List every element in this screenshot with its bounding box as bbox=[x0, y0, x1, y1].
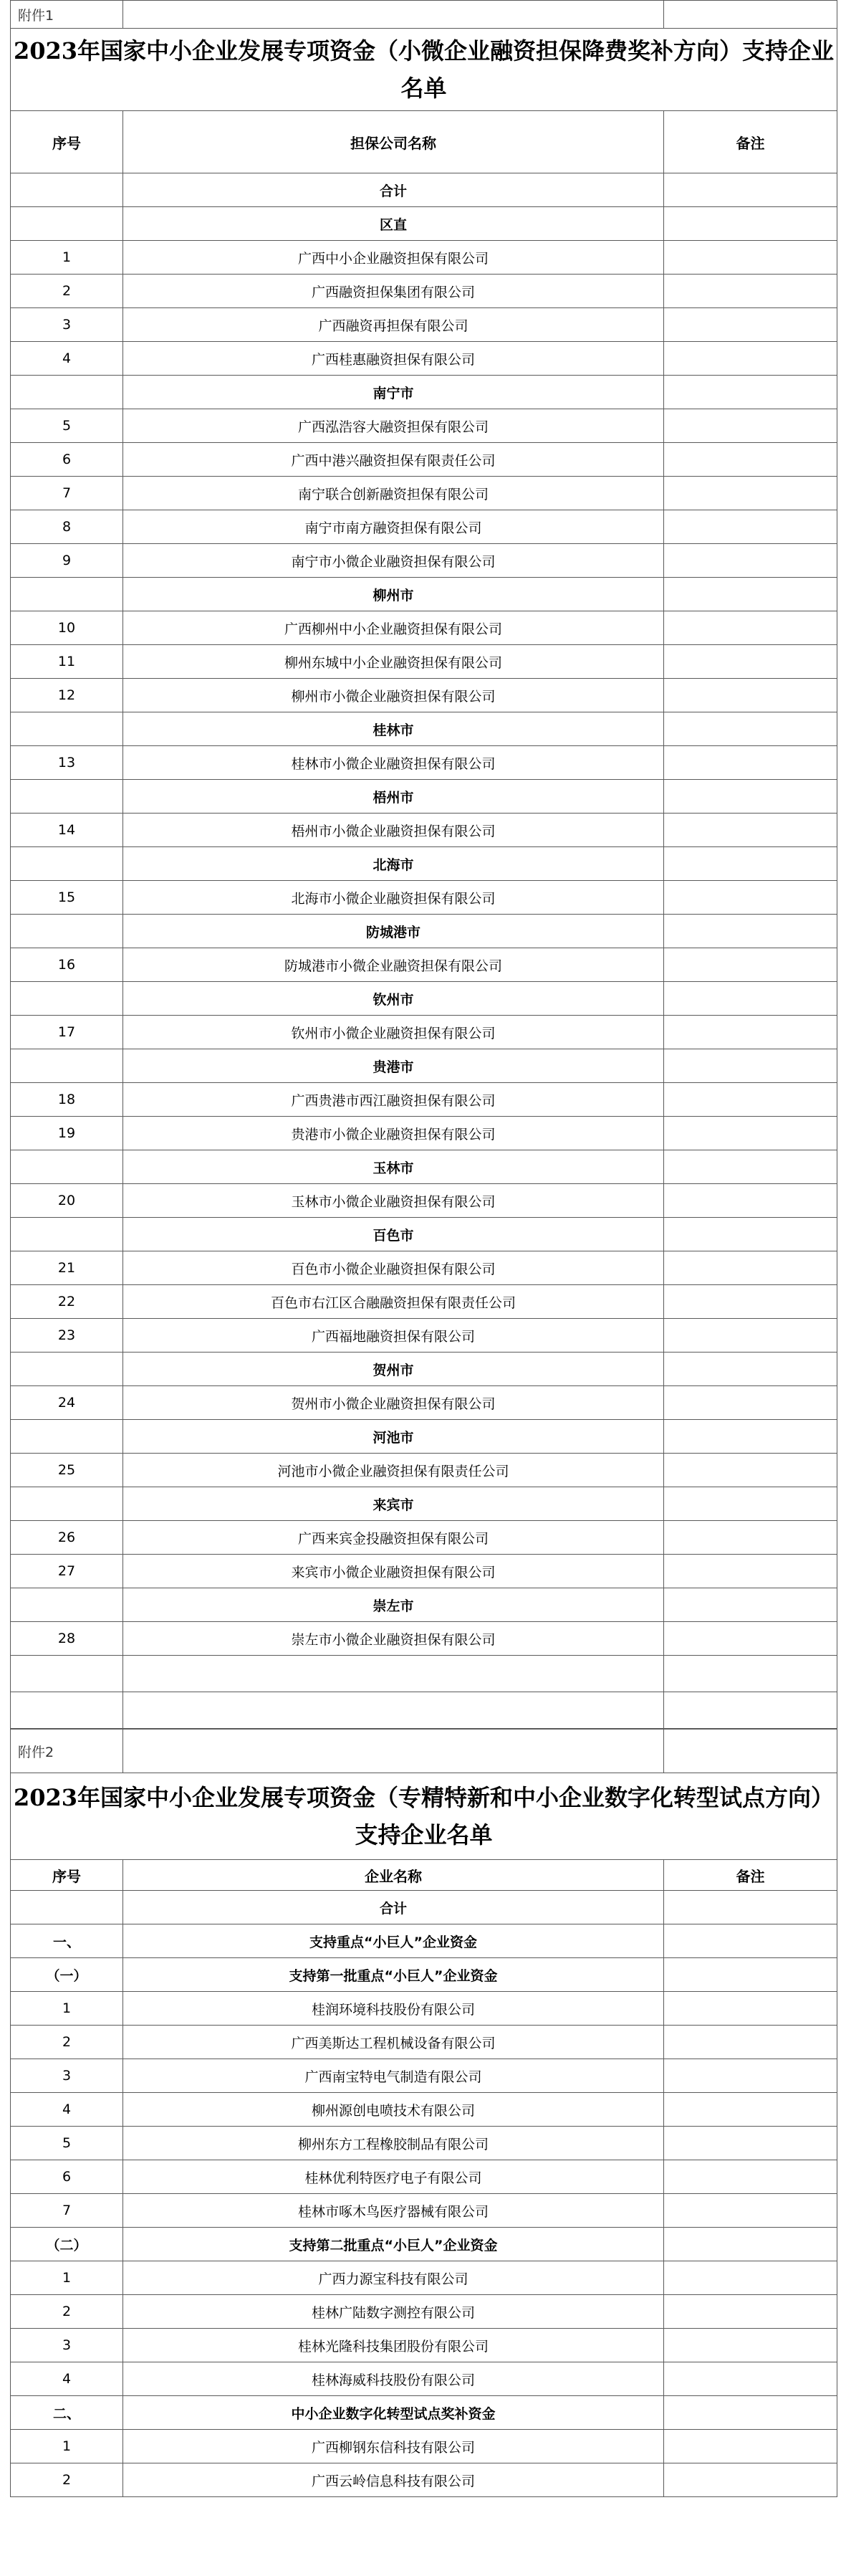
row-number: （一） bbox=[11, 1958, 123, 1992]
company-name: 南宁联合创新融资担保有限公司 bbox=[123, 477, 664, 510]
region-row bbox=[11, 780, 837, 814]
company-name: 广西柳州中小企业融资担保有限公司 bbox=[123, 611, 664, 645]
row-number: 28 bbox=[11, 1622, 123, 1656]
section-label: 支持重点“小巨人”企业资金 bbox=[123, 1924, 664, 1958]
region-label: 南宁市 bbox=[123, 376, 664, 409]
company-name: 广西中小企业融资担保有限公司 bbox=[123, 241, 664, 275]
section-label: 支持第一批重点“小巨人”企业资金 bbox=[123, 1958, 664, 1992]
header-no: 序号 bbox=[11, 1860, 123, 1891]
company-name: 防城港市小微企业融资担保有限公司 bbox=[123, 948, 664, 982]
row-remark bbox=[664, 477, 837, 510]
table-row bbox=[11, 409, 837, 443]
table-row bbox=[11, 275, 837, 308]
table-row bbox=[11, 1622, 837, 1656]
table-row bbox=[11, 2194, 837, 2228]
row-number: 24 bbox=[11, 1386, 123, 1420]
row-remark bbox=[664, 1016, 837, 1049]
company-name: 桂林优利特医疗电子有限公司 bbox=[123, 2160, 664, 2194]
region-row bbox=[11, 1588, 837, 1622]
table-row bbox=[11, 2329, 837, 2362]
company-name: 河池市小微企业融资担保有限责任公司 bbox=[123, 1454, 664, 1487]
row-number: 3 bbox=[11, 308, 123, 342]
company-name: 南宁市南方融资担保有限公司 bbox=[123, 510, 664, 544]
row-remark bbox=[664, 1555, 837, 1588]
company-name: 南宁市小微企业融资担保有限公司 bbox=[123, 544, 664, 578]
row-number: 26 bbox=[11, 1521, 123, 1555]
annex1-title-row bbox=[11, 29, 837, 111]
annex2-total-row bbox=[11, 1891, 837, 1924]
section-row bbox=[11, 2228, 837, 2261]
row-remark bbox=[664, 2093, 837, 2127]
table-row bbox=[11, 1992, 837, 2026]
annex2-label: 附件2 bbox=[11, 1730, 123, 1773]
table-row bbox=[11, 2295, 837, 2329]
company-name: 梧州市小微企业融资担保有限公司 bbox=[123, 814, 664, 847]
region-label: 桂林市 bbox=[123, 712, 664, 746]
row-number: 5 bbox=[11, 409, 123, 443]
header-remark: 备注 bbox=[664, 111, 837, 173]
company-name: 北海市小微企业融资担保有限公司 bbox=[123, 881, 664, 915]
table-row bbox=[11, 308, 837, 342]
row-remark bbox=[664, 2261, 837, 2295]
row-number: 1 bbox=[11, 241, 123, 275]
company-name: 桂林广陆数字测控有限公司 bbox=[123, 2295, 664, 2329]
company-name: 广西柳钢东信科技有限公司 bbox=[123, 2430, 664, 2463]
table-row bbox=[11, 2430, 837, 2463]
region-row bbox=[11, 982, 837, 1016]
row-number: 二、 bbox=[11, 2396, 123, 2430]
company-name: 柳州源创电喷技术有限公司 bbox=[123, 2093, 664, 2127]
table-row bbox=[11, 2160, 837, 2194]
empty-row bbox=[11, 1692, 837, 1729]
row-number: （二） bbox=[11, 2228, 123, 2261]
table-row bbox=[11, 1555, 837, 1588]
company-name: 广西融资再担保有限公司 bbox=[123, 308, 664, 342]
table-row bbox=[11, 510, 837, 544]
row-number: 11 bbox=[11, 645, 123, 679]
row-remark bbox=[664, 1386, 837, 1420]
row-remark bbox=[664, 1251, 837, 1285]
section-row bbox=[11, 2396, 837, 2430]
company-name: 广西福地融资担保有限公司 bbox=[123, 1319, 664, 1353]
row-number: 25 bbox=[11, 1454, 123, 1487]
table-row bbox=[11, 241, 837, 275]
row-remark bbox=[664, 275, 837, 308]
row-remark bbox=[664, 1285, 837, 1319]
row-number: 4 bbox=[11, 2362, 123, 2396]
row-number: 2 bbox=[11, 2463, 123, 2497]
row-remark bbox=[664, 611, 837, 645]
table-row bbox=[11, 1319, 837, 1353]
region-label: 贺州市 bbox=[123, 1353, 664, 1386]
table-row bbox=[11, 1285, 837, 1319]
table-row bbox=[11, 2463, 837, 2497]
row-number: 21 bbox=[11, 1251, 123, 1285]
company-name: 桂林市啄木鸟医疗器械有限公司 bbox=[123, 2194, 664, 2228]
row-remark bbox=[664, 1319, 837, 1353]
annex1-table bbox=[10, 0, 837, 1729]
row-remark bbox=[664, 948, 837, 982]
row-number: 1 bbox=[11, 2261, 123, 2295]
row-number: 1 bbox=[11, 2430, 123, 2463]
row-number: 6 bbox=[11, 2160, 123, 2194]
row-remark bbox=[664, 2194, 837, 2228]
row-remark bbox=[664, 1454, 837, 1487]
company-name: 玉林市小微企业融资担保有限公司 bbox=[123, 1184, 664, 1218]
section-label: 支持第二批重点“小巨人”企业资金 bbox=[123, 2228, 664, 2261]
row-remark bbox=[664, 2059, 837, 2093]
row-remark bbox=[664, 544, 837, 578]
row-remark bbox=[664, 746, 837, 780]
table-row bbox=[11, 2362, 837, 2396]
table-row bbox=[11, 2127, 837, 2160]
table-row bbox=[11, 611, 837, 645]
row-remark bbox=[664, 814, 837, 847]
row-remark bbox=[664, 409, 837, 443]
header-remark: 备注 bbox=[664, 1860, 837, 1891]
company-name: 桂林市小微企业融资担保有限公司 bbox=[123, 746, 664, 780]
total-label: 合计 bbox=[123, 1891, 664, 1924]
company-name: 桂润环境科技股份有限公司 bbox=[123, 1992, 664, 2026]
row-remark bbox=[664, 2329, 837, 2362]
table-row bbox=[11, 746, 837, 780]
region-label: 梧州市 bbox=[123, 780, 664, 814]
table-row bbox=[11, 948, 837, 982]
row-number: 12 bbox=[11, 679, 123, 712]
row-number: 3 bbox=[11, 2329, 123, 2362]
row-remark bbox=[664, 443, 837, 477]
region-label: 防城港市 bbox=[123, 915, 664, 948]
row-remark bbox=[664, 1117, 837, 1150]
table-row bbox=[11, 645, 837, 679]
table-row bbox=[11, 342, 837, 376]
section-label: 中小企业数字化转型试点奖补资金 bbox=[123, 2396, 664, 2430]
row-remark bbox=[664, 342, 837, 376]
row-number: 8 bbox=[11, 510, 123, 544]
company-name: 桂林光隆科技集团股份有限公司 bbox=[123, 2329, 664, 2362]
row-number: 6 bbox=[11, 443, 123, 477]
row-number: 一、 bbox=[11, 1924, 123, 1958]
region-label: 河池市 bbox=[123, 1420, 664, 1454]
table-row bbox=[11, 1083, 837, 1117]
row-number: 3 bbox=[11, 2059, 123, 2093]
company-name: 钦州市小微企业融资担保有限公司 bbox=[123, 1016, 664, 1049]
company-name: 柳州市小微企业融资担保有限公司 bbox=[123, 679, 664, 712]
table-row bbox=[11, 2026, 837, 2059]
row-remark bbox=[664, 881, 837, 915]
region-row bbox=[11, 376, 837, 409]
row-remark bbox=[664, 1958, 837, 1992]
row-remark bbox=[664, 1924, 837, 1958]
row-number: 2 bbox=[11, 2026, 123, 2059]
table-row bbox=[11, 1386, 837, 1420]
row-number: 7 bbox=[11, 477, 123, 510]
region-row bbox=[11, 1150, 837, 1184]
region-row bbox=[11, 847, 837, 881]
row-remark bbox=[664, 2127, 837, 2160]
row-remark bbox=[664, 1992, 837, 2026]
company-name: 广西泓浩容大融资担保有限公司 bbox=[123, 409, 664, 443]
row-remark bbox=[664, 679, 837, 712]
table-row bbox=[11, 1016, 837, 1049]
region-row bbox=[11, 1487, 837, 1521]
annex2-table bbox=[10, 1729, 837, 2497]
header-no: 序号 bbox=[11, 111, 123, 173]
row-number: 19 bbox=[11, 1117, 123, 1150]
row-number: 13 bbox=[11, 746, 123, 780]
company-name: 贵港市小微企业融资担保有限公司 bbox=[123, 1117, 664, 1150]
company-name: 来宾市小微企业融资担保有限公司 bbox=[123, 1555, 664, 1588]
row-number: 17 bbox=[11, 1016, 123, 1049]
region-row bbox=[11, 1420, 837, 1454]
annex1-label-row bbox=[11, 1, 837, 29]
row-remark bbox=[664, 2430, 837, 2463]
table-row bbox=[11, 679, 837, 712]
row-number: 5 bbox=[11, 2127, 123, 2160]
row-remark bbox=[664, 2396, 837, 2430]
region-row bbox=[11, 578, 837, 611]
row-number: 22 bbox=[11, 1285, 123, 1319]
row-number: 4 bbox=[11, 2093, 123, 2127]
row-remark bbox=[664, 2362, 837, 2396]
company-name: 柳州东城中小企业融资担保有限公司 bbox=[123, 645, 664, 679]
region-label: 区直 bbox=[123, 207, 664, 241]
annex1-header-row bbox=[11, 111, 837, 173]
header-name: 企业名称 bbox=[123, 1860, 664, 1891]
annex2-label-row bbox=[11, 1730, 837, 1773]
region-label: 玉林市 bbox=[123, 1150, 664, 1184]
region-label: 百色市 bbox=[123, 1218, 664, 1251]
row-remark bbox=[664, 1184, 837, 1218]
row-remark bbox=[664, 2160, 837, 2194]
empty-row bbox=[11, 1656, 837, 1692]
row-number: 9 bbox=[11, 544, 123, 578]
row-number: 4 bbox=[11, 342, 123, 376]
company-name: 广西南宝特电气制造有限公司 bbox=[123, 2059, 664, 2093]
table-row bbox=[11, 1454, 837, 1487]
company-name: 柳州东方工程橡胶制品有限公司 bbox=[123, 2127, 664, 2160]
row-remark bbox=[664, 241, 837, 275]
company-name: 桂林海威科技股份有限公司 bbox=[123, 2362, 664, 2396]
company-name: 广西云岭信息科技有限公司 bbox=[123, 2463, 664, 2497]
row-number: 14 bbox=[11, 814, 123, 847]
table-row bbox=[11, 544, 837, 578]
company-name: 崇左市小微企业融资担保有限公司 bbox=[123, 1622, 664, 1656]
company-name: 广西融资担保集团有限公司 bbox=[123, 275, 664, 308]
company-name: 百色市右江区合融融资担保有限责任公司 bbox=[123, 1285, 664, 1319]
table-row bbox=[11, 1184, 837, 1218]
company-name: 广西贵港市西江融资担保有限公司 bbox=[123, 1083, 664, 1117]
annex2-title-row bbox=[11, 1773, 837, 1860]
row-number: 27 bbox=[11, 1555, 123, 1588]
annex2-title: 2023年国家中小企业发展专项资金（专精特新和中小企业数字化转型试点方向）支持企业名单 bbox=[11, 1773, 837, 1860]
row-remark bbox=[664, 1083, 837, 1117]
row-remark bbox=[664, 645, 837, 679]
region-label: 钦州市 bbox=[123, 982, 664, 1016]
row-remark bbox=[664, 510, 837, 544]
annex2-header-row bbox=[11, 1860, 837, 1891]
row-number: 2 bbox=[11, 2295, 123, 2329]
table-row bbox=[11, 2261, 837, 2295]
row-number: 7 bbox=[11, 2194, 123, 2228]
row-number: 23 bbox=[11, 1319, 123, 1353]
row-number: 10 bbox=[11, 611, 123, 645]
company-name: 百色市小微企业融资担保有限公司 bbox=[123, 1251, 664, 1285]
table-row bbox=[11, 2059, 837, 2093]
annex1-title: 2023年国家中小企业发展专项资金（小微企业融资担保降费奖补方向）支持企业名单 bbox=[11, 29, 837, 111]
region-label: 来宾市 bbox=[123, 1487, 664, 1521]
row-remark bbox=[664, 2228, 837, 2261]
table-row bbox=[11, 2093, 837, 2127]
region-label: 北海市 bbox=[123, 847, 664, 881]
row-number: 15 bbox=[11, 881, 123, 915]
row-remark bbox=[664, 2463, 837, 2497]
table-row bbox=[11, 477, 837, 510]
section-row bbox=[11, 1924, 837, 1958]
region-row bbox=[11, 712, 837, 746]
annex1-label: 附件1 bbox=[11, 1, 123, 29]
row-remark bbox=[664, 2026, 837, 2059]
region-row bbox=[11, 1049, 837, 1083]
row-number: 18 bbox=[11, 1083, 123, 1117]
table-row bbox=[11, 1117, 837, 1150]
region-label: 崇左市 bbox=[123, 1588, 664, 1622]
company-name: 广西来宾金投融资担保有限公司 bbox=[123, 1521, 664, 1555]
region-row bbox=[11, 1353, 837, 1386]
table-row bbox=[11, 814, 837, 847]
company-name: 广西力源宝科技有限公司 bbox=[123, 2261, 664, 2295]
row-remark bbox=[664, 2295, 837, 2329]
row-number: 1 bbox=[11, 1992, 123, 2026]
region-label: 柳州市 bbox=[123, 578, 664, 611]
row-remark bbox=[664, 1521, 837, 1555]
row-number: 16 bbox=[11, 948, 123, 982]
company-name: 贺州市小微企业融资担保有限公司 bbox=[123, 1386, 664, 1420]
table-row bbox=[11, 881, 837, 915]
row-number: 20 bbox=[11, 1184, 123, 1218]
region-row bbox=[11, 1218, 837, 1251]
table-row bbox=[11, 1521, 837, 1555]
row-remark bbox=[664, 308, 837, 342]
company-name: 广西桂惠融资担保有限公司 bbox=[123, 342, 664, 376]
row-number: 2 bbox=[11, 275, 123, 308]
region-row bbox=[11, 915, 837, 948]
region-label: 贵港市 bbox=[123, 1049, 664, 1083]
table-row bbox=[11, 443, 837, 477]
row-remark bbox=[664, 1622, 837, 1656]
company-name: 广西中港兴融资担保有限责任公司 bbox=[123, 443, 664, 477]
region-row bbox=[11, 207, 837, 241]
header-name: 担保公司名称 bbox=[123, 111, 664, 173]
table-row bbox=[11, 1251, 837, 1285]
annex1-total-row bbox=[11, 173, 837, 207]
section-row bbox=[11, 1958, 837, 1992]
total-label: 合计 bbox=[123, 173, 664, 207]
company-name: 广西美斯达工程机械设备有限公司 bbox=[123, 2026, 664, 2059]
